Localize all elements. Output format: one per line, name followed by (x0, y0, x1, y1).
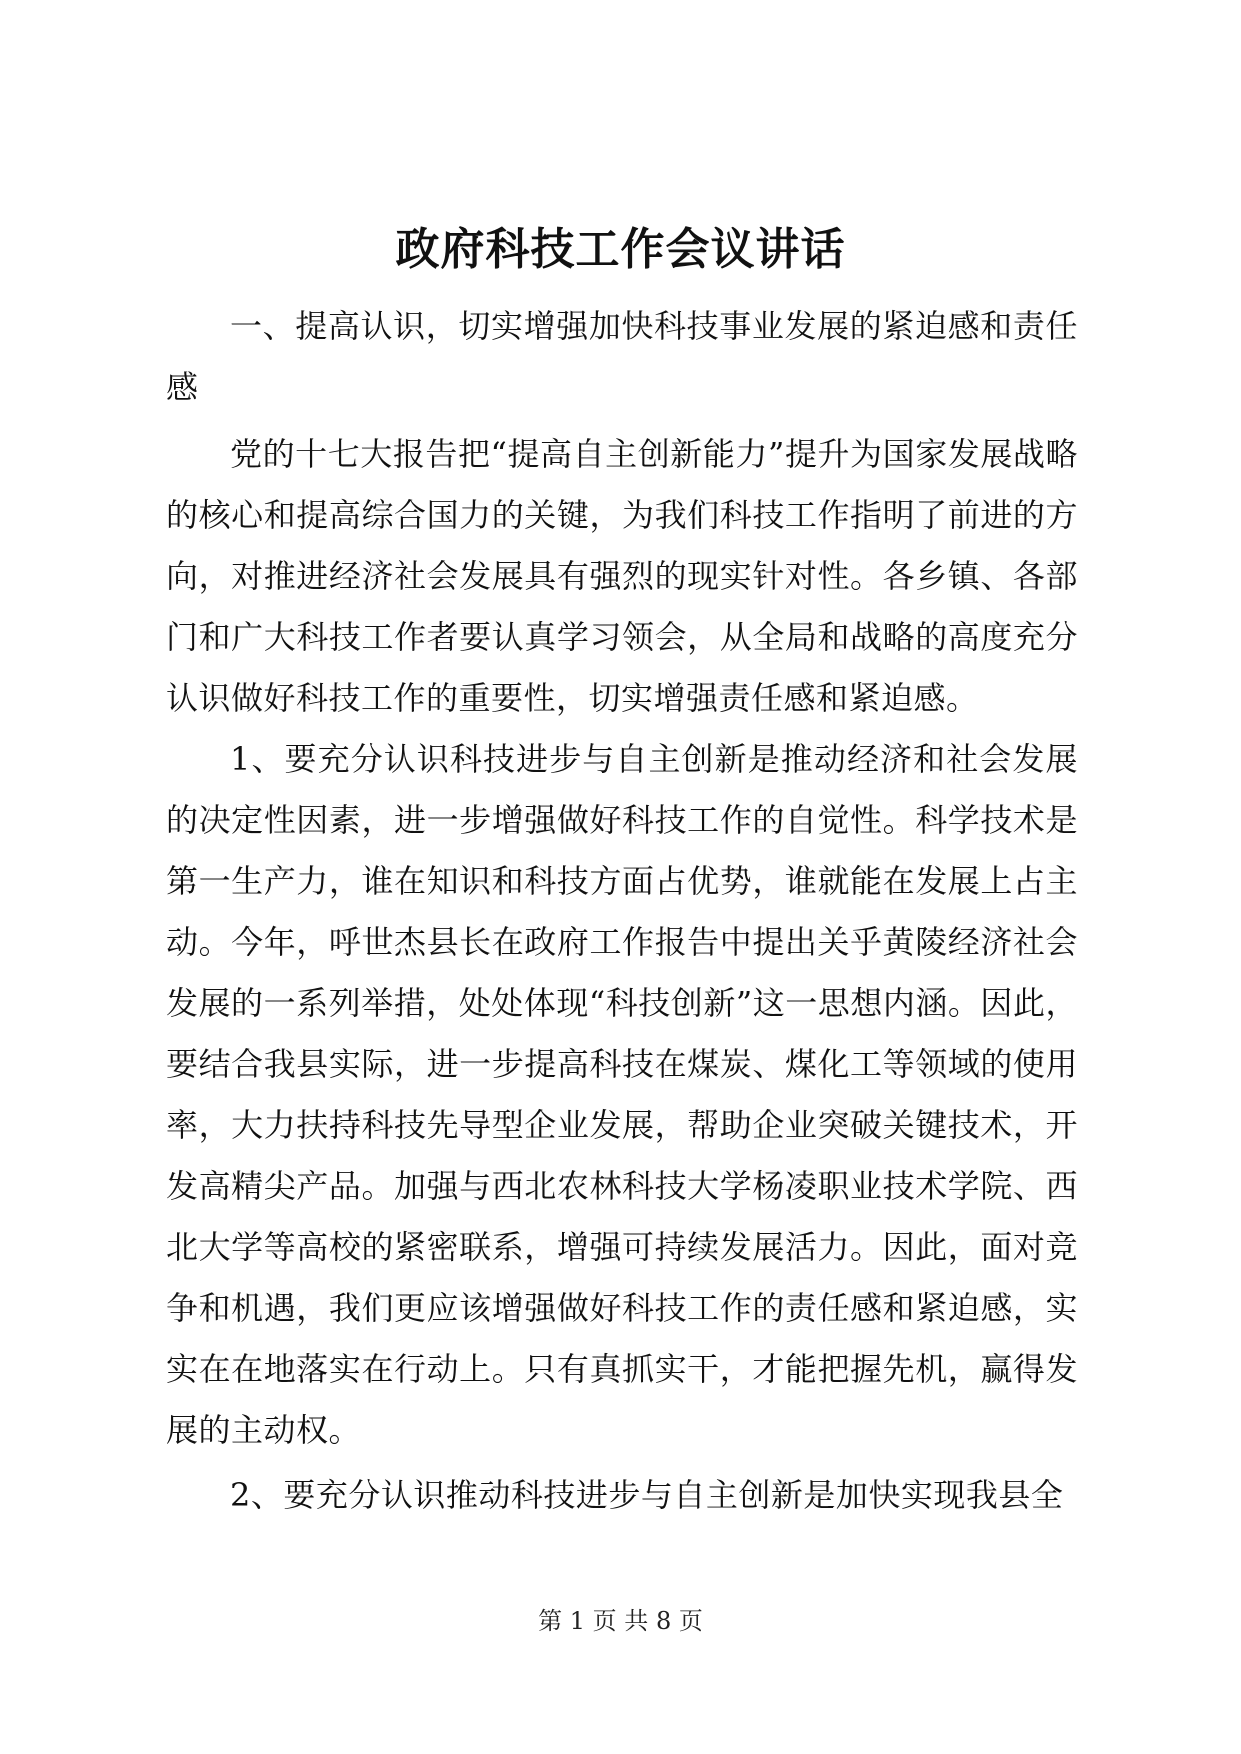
body-paragraph: 1、要充分认识科技进步与自主创新是推动经济和社会发展的决定性因素，进一步增强做好科技工作的自觉性。科学技术是第一生产力，谁在知识和科技方面占优势，谁就能在发展上占主动。今年，呼世杰县长在政府工作报告中提出关乎黄陵经济社会发展的一系列举措，处处体现“科技创新”这一思想内涵。因此，要结合我县实际，进一步提高科技在煤炭、煤化工等领域的使用率，大力扶持科技先导型企业发展，帮助企业突破关键技术，开发高精尖产品。加强与西北农林科技大学杨凌职业技术学院、西北大学等高校的紧密联系，增强可持续发展活力。因此，面对竞争和机遇，我们更应该增强做好科技工作的责任感和紧迫感，实实在在地落实在行动上。只有真抓实干，才能把握先机，赢得发展的主动权。 (166, 740, 1078, 1449)
body-paragraph: 2、要充分认识推动科技进步与自主创新是加快实现我县全 (230, 1476, 1064, 1514)
document-title: 政府科技工作会议讲话 (395, 224, 846, 275)
page-number-footer: 第 1 页 共 8 页 (538, 1607, 703, 1635)
section-heading: 一、提高认识，切实增强加快科技事业发展的紧迫感和责任感 (166, 307, 1078, 406)
body-paragraph: 党的十七大报告把“提高自主创新能力”提升为国家发展战略的核心和提高综合国力的关键，为我们科技工作指明了前进的方向，对推进经济社会发展具有强烈的现实针对性。各乡镇、各部门和广大科技工作者要认真学习领会，从全局和战略的高度充分认识做好科技工作的重要性，切实增强责任感和紧迫感。 (166, 435, 1078, 717)
document-body (166, 296, 1078, 1526)
